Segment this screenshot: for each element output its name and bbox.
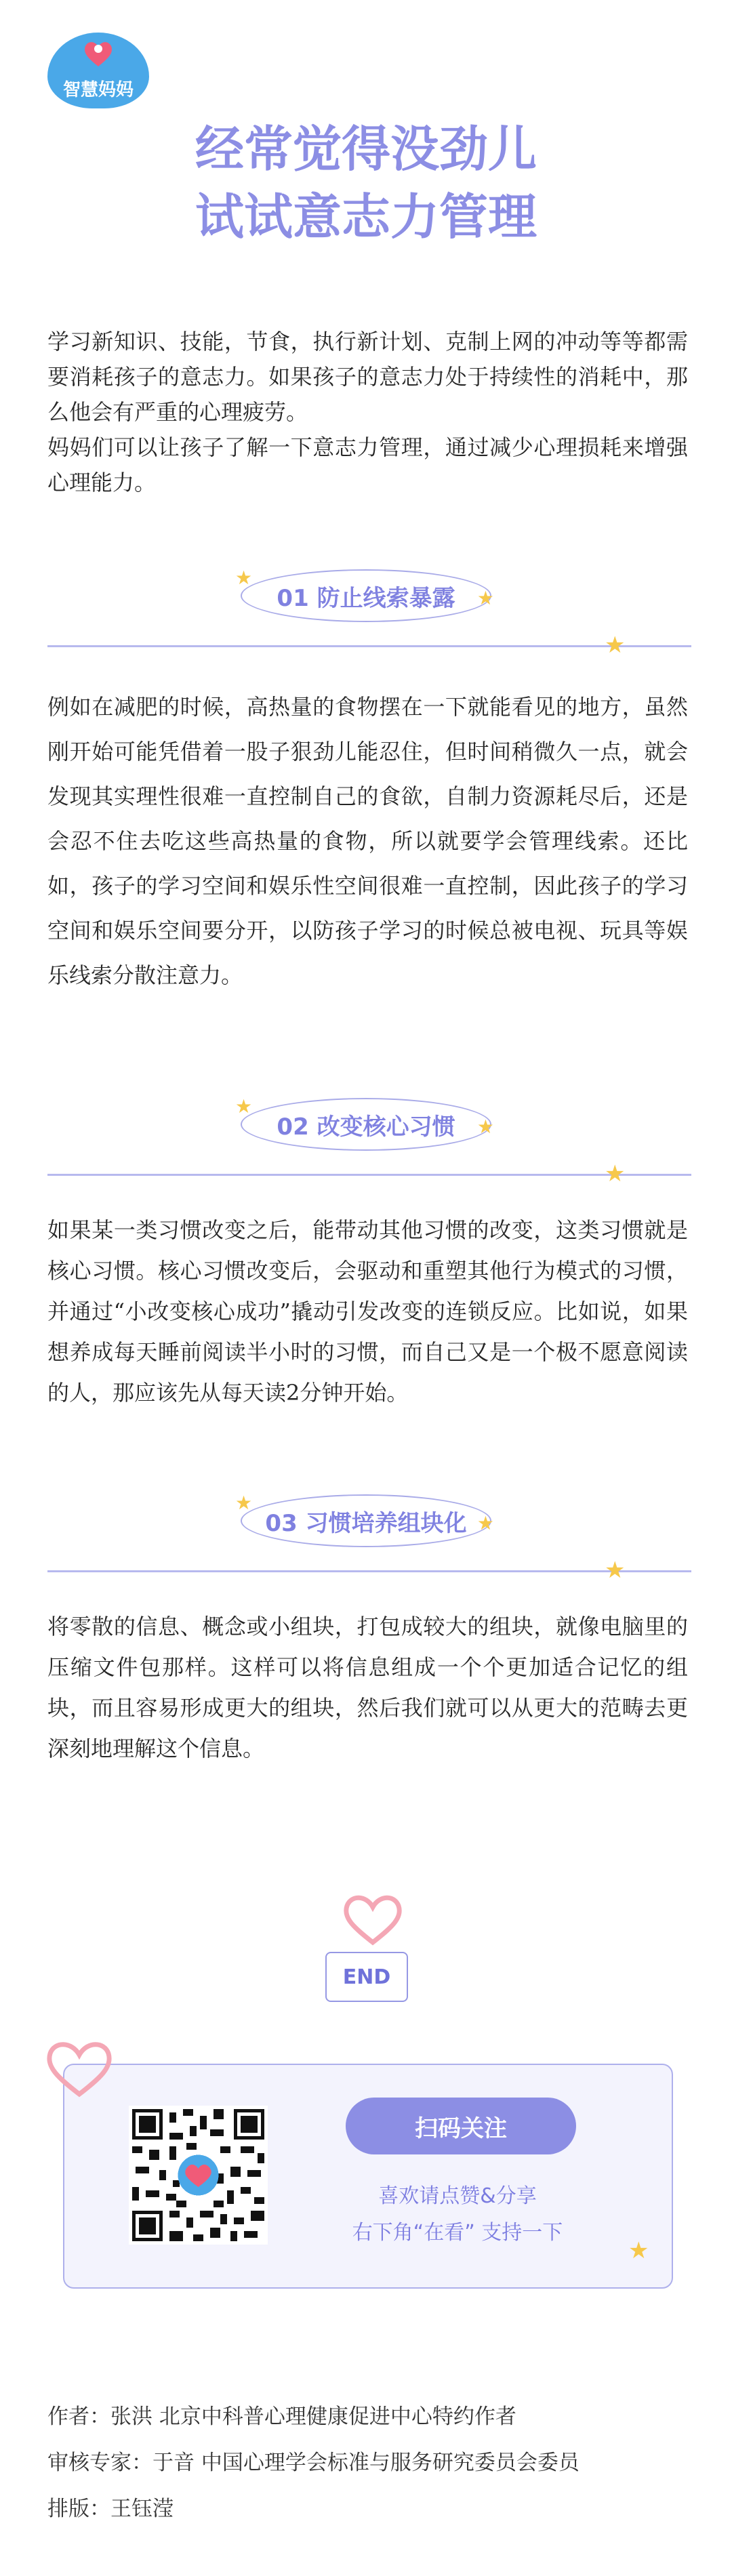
star-icon: ★ [235, 1492, 253, 1514]
star-icon: ★ [628, 2237, 649, 2264]
intro-text-2: 妈妈们可以让孩子了解一下意志力管理，通过减少心理损耗来增强心理能力。 [47, 434, 688, 495]
credit-author: 作者：张洪 北京中科普心理健康促进中心特约作者 [47, 2405, 516, 2429]
heart-icon [339, 1892, 407, 1946]
qr-code[interactable] [129, 2106, 268, 2245]
intro-text-1: 学习新知识、技能，节食，执行新计划、克制上网的冲动等等都需要消耗孩子的意志力。如果孩子的意志力处于持续性的消耗中，那么他会有严重的心理疲劳。 [47, 329, 688, 425]
section-header-3 [0, 1492, 732, 1584]
section-heading-2: 02 改变核心习惯 [277, 1113, 455, 1141]
star-icon: ★ [235, 567, 253, 589]
star-icon: ★ [235, 1095, 253, 1118]
star-icon: ★ [605, 1160, 626, 1187]
section-body-2: 如果某一类习惯改变之后，能带动其他习惯的改变，这类习惯就是核心习惯。核心习惯改变后，会驱动和重塑其他行为模式的习惯，并通过“小改变核心成功”撬动引发改变的连锁反应。比如说，如果想养成每天睡前阅读半小时的习惯，而自己又是一个极不愿意阅读的人，那应该先从每天读2分钟开始。 [47, 1217, 688, 1406]
qr-code-icon [129, 2106, 268, 2245]
title-line-1: 经常觉得没劲儿 [195, 121, 537, 178]
divider-line [47, 645, 691, 647]
section-pill-3 [235, 1492, 494, 1547]
end-marker [325, 1892, 413, 2007]
star-icon: ★ [605, 632, 626, 659]
credit-layout: 排版：王钰滢 [47, 2497, 174, 2521]
section-pill-2 [235, 1095, 494, 1151]
title-line-2: 试试意志力管理 [195, 188, 537, 245]
star-icon: ★ [605, 1557, 626, 1584]
star-icon: ★ [476, 587, 494, 609]
divider-line [47, 1570, 691, 1572]
star-icon: ★ [476, 1116, 494, 1138]
credits [47, 2394, 698, 2532]
end-label: END [325, 1952, 408, 2002]
page-title [0, 115, 732, 251]
logo-text: 智慧妈妈 [62, 80, 134, 100]
section-header-2 [0, 1095, 732, 1187]
section-heading-3: 03 习惯培养组块化 [265, 1509, 467, 1537]
follow-card [63, 2064, 673, 2289]
section-body-3: 将零散的信息、概念或小组块，打包成较大的组块，就像电脑里的压缩文件包那样。这样可以将信息组成一个个更加适合记忆的组块，而且容易形成更大的组块，然后我们就可以从更大的范畴去更深刻地理解这个信息。 [47, 1614, 688, 1761]
section-heading-1: 01 防止线索暴露 [277, 584, 455, 612]
heart-logo-icon [83, 39, 114, 68]
credit-reviewer: 审核专家：于音 中国心理学会标准与服务研究委员会委员 [47, 2451, 580, 2475]
scan-follow-button[interactable]: 扫码关注 [346, 2098, 576, 2154]
intro-paragraph [47, 324, 688, 500]
watch-support-text: 右下角“在看” 支持一下 [352, 2221, 563, 2245]
star-icon: ★ [476, 1512, 494, 1534]
divider-line [47, 1174, 691, 1176]
section-pill-1 [235, 567, 494, 622]
heart-icon [42, 2039, 117, 2100]
like-share-text: 喜欢请点赞&分享 [378, 2184, 537, 2208]
section-header-1 [0, 567, 732, 659]
brand-logo [47, 33, 149, 108]
section-body-1: 例如在减肥的时候，高热量的食物摆在一下就能看见的地方，虽然刚开始可能凭借着一股子狠劲儿能忍住，但时间稍微久一点，就会发现其实理性很难一直控制自己的食欲，自制力资源耗尽后，还是会忍不住去吃这些高热量的食物，所以就要学会管理线索。还比如，孩子的学习空间和娱乐性空间很难一直控制，因此孩子的学习空间和娱乐空间要分开，以防孩子学习的时候总被电视、玩具等娱乐线索分散注意力。 [47, 694, 688, 988]
